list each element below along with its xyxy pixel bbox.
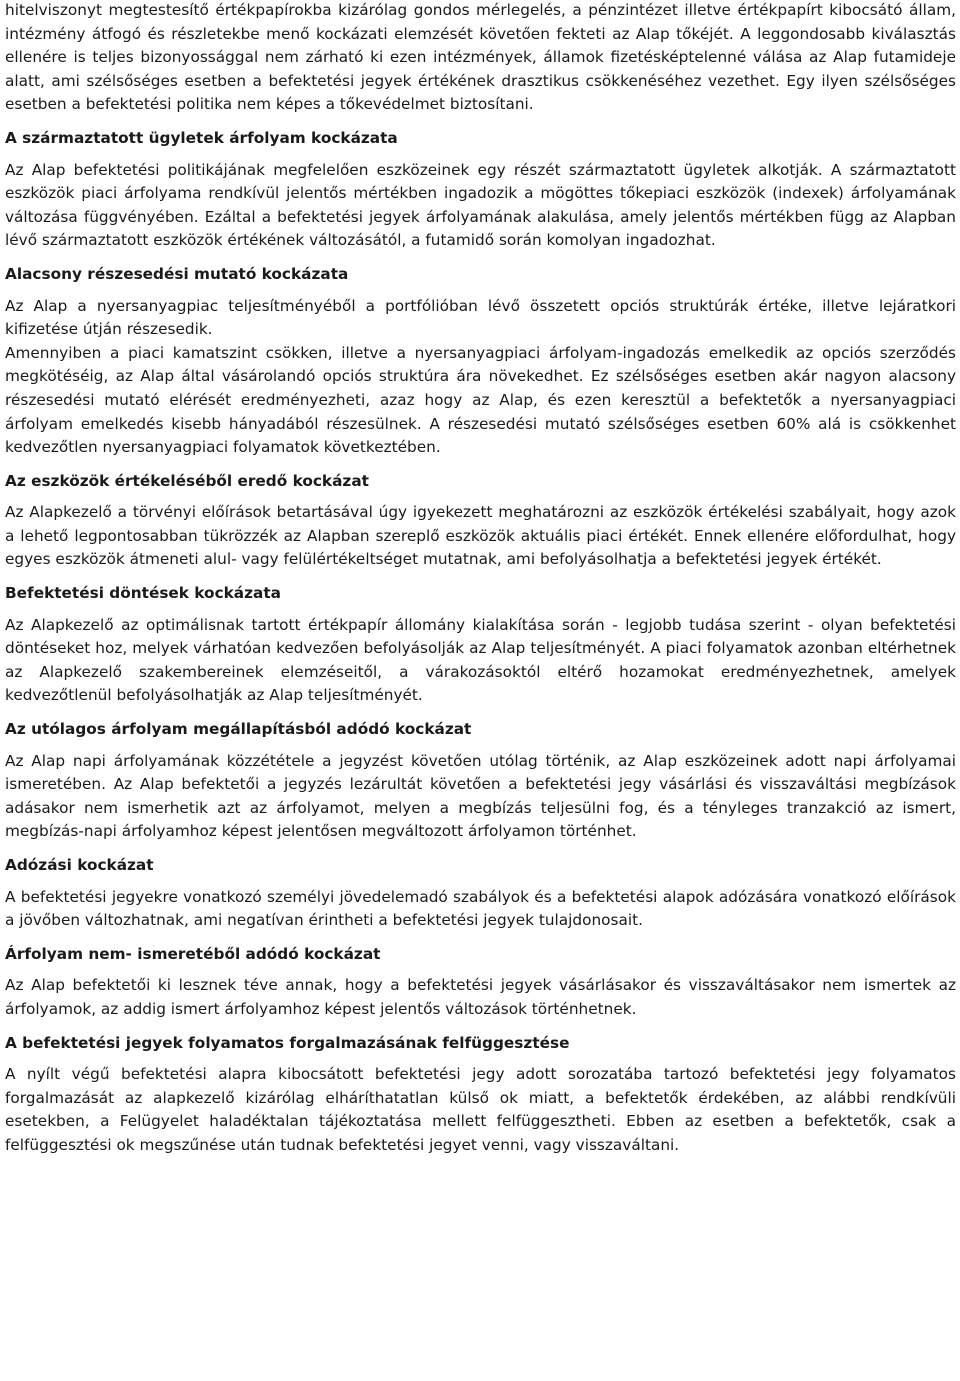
section-heading-tax: Adózási kockázat [5, 856, 154, 874]
section-paragraph: A befektetési jegyekre vonatkozó személyi jövedelemadó szabályok és a befektetési alapok adózására vonatkozó előírások a jövőben változhatnak, ami negatívan érintheti a befektetési jegyek tulajdonosait. [5, 887, 956, 930]
section-heading-unknown-price: Árfolyam nem- ismeretéből adódó kockázat [5, 944, 381, 963]
section-heading-derivatives: A származtatott ügyletek árfolyam kockázata [5, 128, 398, 147]
section-paragraph: Amennyiben a piaci kamatszint csökken, illetve a nyersanyagpiaci árfolyam-ingadozás emelkedik az opciós szerződés megkötéséig, az Alap által vásárolandó opciós struktúra ára növekedhet. Ez szélsőséges esetben akár nagyon alacsony részesedési mutató elérését eredményezheti, azaz hogy az Alap, és ezen keresztül a befektetők a nyersanyagpiaci árfolyam emelkedés kisebb hányadából részesülnek. A részesedési mutató szélsőséges esetben 60% alá is csökkenhet kedvezőtlen nyersanyagpiaci folyamatok következtében. [5, 343, 956, 457]
section-paragraph: Az Alap befektetési politikájának megfelelően eszközeinek egy részét származtatott ügyletek alkotják. A származtatott eszközök piaci árfolyama rendkívül jelentős mértékben ingadozik a mögöttes tőkepiaci eszközök (indexek) árfolyamának változása függvényében. Ezáltal a befektetési jegyek árfolyamának alakulása, amely jelentős mértékben függ az Alapban lévő származtatott eszközök értékének változásától, a futamidő során komolyan ingadozhat. [5, 160, 956, 250]
section-paragraph: Az Alapkezelő az optimálisnak tartott értékpapír állomány kialakítása során - legjobb tudása szerint - olyan befektetési döntéseket hoz, melyek várhatóan kedvezően befolyásolják az Alap teljesítményét. A piaci folyamatok azonban eltérhetnek az Alapkezelő szakembereinek elemzéseitől, a várakozásoktól eltérő hozamokat eredményezhetnek, amelyek kedvezőtlenül befolyásolhatják az Alap teljesítményét. [5, 615, 956, 705]
section-heading-investment-decisions: Befektetési döntések kockázata [5, 584, 281, 603]
section-heading-valuation: Az eszközök értékeléséből eredő kockázat [5, 471, 369, 490]
section-paragraph: Az Alap a nyersanyagpiac teljesítményéből a portfólióban lévő összetett opciós struktúrák értéke, illetve lejáratkori kifizetése útján részesedik. [5, 296, 956, 339]
section-paragraph: Az Alap befektetői ki lesznek téve annak, hogy a befektetési jegyek vásárlásakor és visszaváltásakor nem ismertek az árfolyamok, az addig ismert árfolyamhoz képest jelentős változások történhetnek. [5, 976, 956, 1018]
section-paragraph: Az Alapkezelő a törvényi előírások betartásával úgy igyekezett meghatározni az eszközök értékelési szabályait, hogy azok a lehető legpontosabban tükrözzék az Alapban szereplő eszközök aktuális piaci értékét. Ennek ellenére előfordulhat, hogy egyes eszközök átmeneti alul- vagy felülértékeltséget mutatnak, ami befolyásolhatja a befektetési jegyek értékét. [5, 503, 956, 569]
section-heading-participation: Alacsony részesedési mutató kockázata [5, 264, 349, 283]
section-paragraph: Az Alap napi árfolyamának közzététele a jegyzést követően utólag történik, az Alap eszközeinek adott napi árfolyamai ismeretében. Az Alap befektetői a jegyzés lezárultát követően a befektetési jegy vásárlási és visszaváltási megbízások adásakor nem ismerhetik azt az árfolyamot, melyen a megbízás teljesülni fog, és a tényleges tranzakció az ismert, megbízás-napi árfolyamhoz képest jelentősen megváltozott árfolyamon történhet. [5, 751, 956, 841]
section-paragraph: A nyílt végű befektetési alapra kibocsátott befektetési jegy adott sorozatába tartozó befektetési jegy folyamatos forgalmazását az alapkezelő kizárólag elháríthatatlan külső ok miatt, a befektetők érdekében, az alábbi rendkívüli esetekben, a Felügyelet haladéktalan tájékoztatása mellett felfüggesztheti. Ebben az esetben a befektetők, csak a felfüggesztési ok megszűnése után tudnak befektetési jegyet venni, vagy visszaváltani. [5, 1065, 956, 1154]
section-heading-retroactive-pricing: Az utólagos árfolyam megállapításból adódó kockázat [5, 720, 472, 739]
section-heading-suspension: A befektetési jegyek folyamatos forgalmazásának felfüggesztése [5, 1033, 570, 1052]
intro-paragraph: hitelviszonyt megtestesítő értékpapírokba kizárólag gondos mérlegelés, a pénzintézet illetve értékpapírt kibocsátó állam, intézmény átfogó és részletekbe menő kockázati elemzését követően fekteti az Alap tőkéjét. A leggondosabb kiválasztás ellenére is teljes bizonyossággal nem zárható ki ezen intézmények, államok fizetésképtelenné válása az Alap futamideje alatt, ami szélsőséges esetben a befektetési jegyek értékének drasztikus csökkenéséhez vezethet. Egy ilyen szélsőséges esetben a befektetési politika nem képes a tőkevédelmet biztosítani. [5, 1, 956, 114]
